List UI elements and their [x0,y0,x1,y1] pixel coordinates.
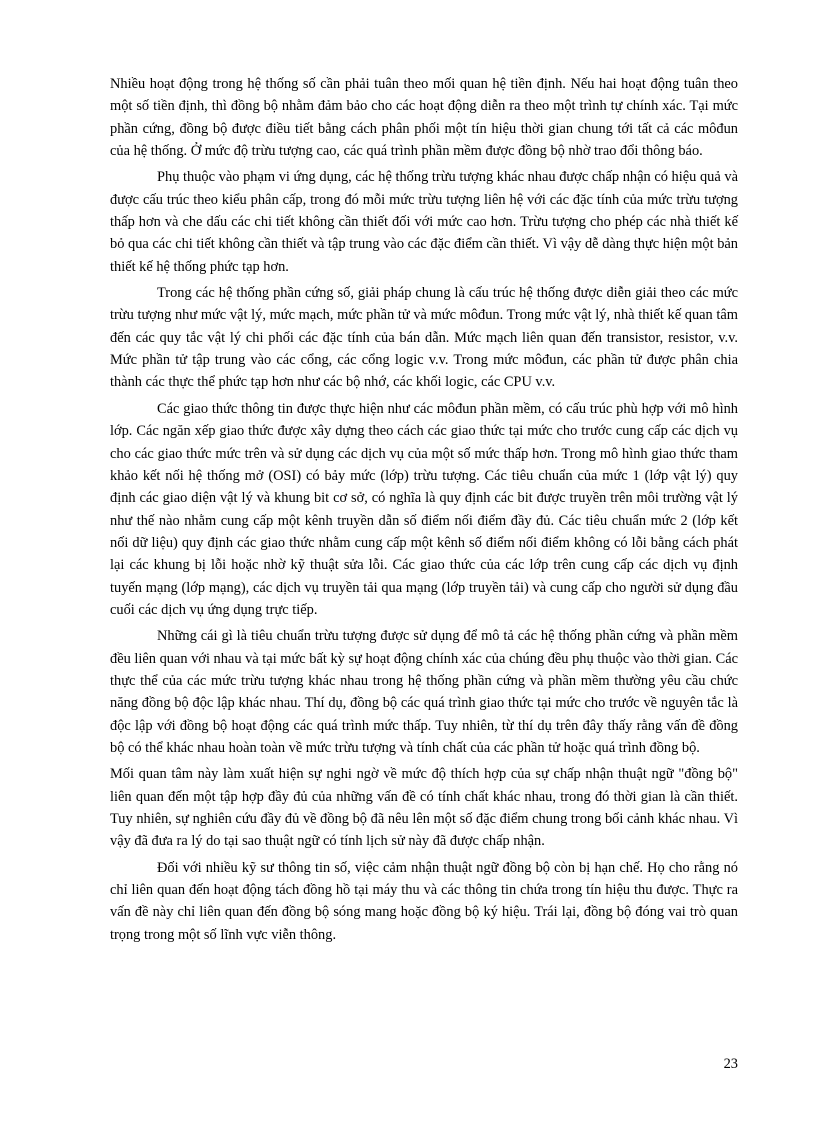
paragraph-3: Trong các hệ thống phần cứng số, giải pháp chung là cấu trúc hệ thống được diễn giải theo các mức trừu tượng như mức vật lý, mức mạch, mức phần tử và mức môđun. Trong mức vật lý, nhà thiết kế quan tâm đến các quy tắc vật lý chi phối các đặc tính của bán dẫn. Mức mạch liên quan đến transistor, resistor, v.v. Mức phần tử tập trung vào các cổng, các cổng logic v.v. Trong mức môđun, các phần tử được phân chia thành các thực thể phức tạp hơn như các bộ nhớ, các khối logic, các CPU v.v. [110,285,738,391]
paragraph-1: Nhiều hoạt động trong hệ thống số cần phải tuân theo mối quan hệ tiền định. Nếu hai hoạt động tuân theo một số tiền định, thì đồng bộ nhằm đảm bảo cho các hoạt động diễn ra theo một trình tự chính xác. Tại mức phần cứng, đồng bộ được điều tiết bằng cách phân phối một tín hiệu thời gian chung tới tất cả các môđun của hệ thống. Ở mức độ trừu tượng cao, các quá trình phần mềm được đồng bộ nhờ trao đổi thông báo. [110,76,738,160]
paragraph-2: Phụ thuộc vào phạm vi ứng dụng, các hệ thống trừu tượng khác nhau được chấp nhận có hiệu quả và được cấu trúc theo kiểu phân cấp, trong đó mỗi mức trừu tượng liên hệ với các đặc tính của mức trừu tượng thấp hơn và che dấu các chi tiết không cần thiết đối với mức cao hơn. Trừu tượng cho phép các nhà thiết kế bỏ qua các chi tiết không cần thiết và tập trung vào các đặc điểm cần thiết. Vì vậy dễ dàng thực hiện một bản thiết kế hệ thống phức tạp hơn. [110,169,738,275]
page-number: 23 [723,1056,738,1072]
paragraph-5: Những cái gì là tiêu chuẩn trừu tượng được sử dụng để mô tả các hệ thống phần cứng và phần mềm đều liên quan với nhau và tại mức bất kỳ sự hoạt động chính xác của chúng đều phụ thuộc vào thời gian. Các thực thể của các mức trừu tượng khác nhau trong hệ thống phần cứng và phần mềm thường yêu cầu chức năng đồng bộ độc lập khác nhau. Thí dụ, đồng bộ các quá trình giao thức tại mức cho trước về nguyên tắc là độc lập với đồng bộ hoạt động các quá trình mức thấp. Tuy nhiên, từ thí dụ trên đây thấy rằng vấn đề đồng bộ có thể khác nhau hoàn toàn về mức trừu tượng và tính chất của các phần tử hoặc quá trình đồng bộ. [110,628,738,756]
paragraph-6: Mối quan tâm này làm xuất hiện sự nghi ngờ về mức độ thích hợp của sự chấp nhận thuật ngữ "đồng bộ" liên quan đến một tập hợp đầy đủ của những vấn đề có tính chất khác nhau, trong đó thời gian là cần thiết. Tuy nhiên, sự nghiên cứu đầy đủ về đồng bộ đã nêu lên một số đặc điểm chung trong bối cảnh khác nhau. Vì vậy đã đưa ra lý do tại sao thuật ngữ có tính lịch sử này đã được chấp nhận. [110,766,738,850]
paragraph-4: Các giao thức thông tin được thực hiện như các môđun phần mềm, có cấu trúc phù hợp với mô hình lớp. Các ngăn xếp giao thức được xây dựng theo cách các giao thức tại mức cho trước cung cấp các dịch vụ cho các giao thức mức trên và sử dụng các dịch vụ của một số mức thấp hơn. Trong mô hình giao thức tham khảo kết nối hệ thống mở (OSI) có bảy mức (lớp) trừu tượng. Các tiêu chuẩn của mức 1 (lớp vật lý) quy định các giao diện vật lý và khung bit cơ sở, có nghĩa là quy định các bit được truyền trên môi trường vật lý như thế nào nhằm cung cấp một kênh truyền dẫn số điểm nối điểm đầy đủ. Các tiêu chuẩn mức 2 (lớp kết nối dữ liệu) quy định các giao thức nhằm cung cấp một kênh số điểm nối điểm không có lỗi bằng cách phát lại các khung bị lỗi hoặc nhờ kỹ thuật sửa lỗi. Các giao thức của các lớp trên cung cấp các dịch vụ định tuyến mạng (lớp mạng), các dịch vụ truyền tải qua mạng (lớp truyền tải) và cung cấp cho người sử dụng đầu cuối các dịch vụ ứng dụng trực tiếp. [110,400,738,618]
page-body [110,73,738,950]
paragraph-7: Đối với nhiều kỹ sư thông tin số, việc cảm nhận thuật ngữ đồng bộ còn bị hạn chế. Họ cho rằng nó chỉ liên quan đến hoạt động tách đồng hồ tại máy thu và các thông tin chứa trong tín hiệu thu được. Thực ra vấn đề này chỉ liên quan đến đồng bộ sóng mang hoặc đồng bộ ký hiệu. Trái lại, đồng bộ đóng vai trò quan trọng trong một số lĩnh vực viễn thông. [110,859,738,943]
